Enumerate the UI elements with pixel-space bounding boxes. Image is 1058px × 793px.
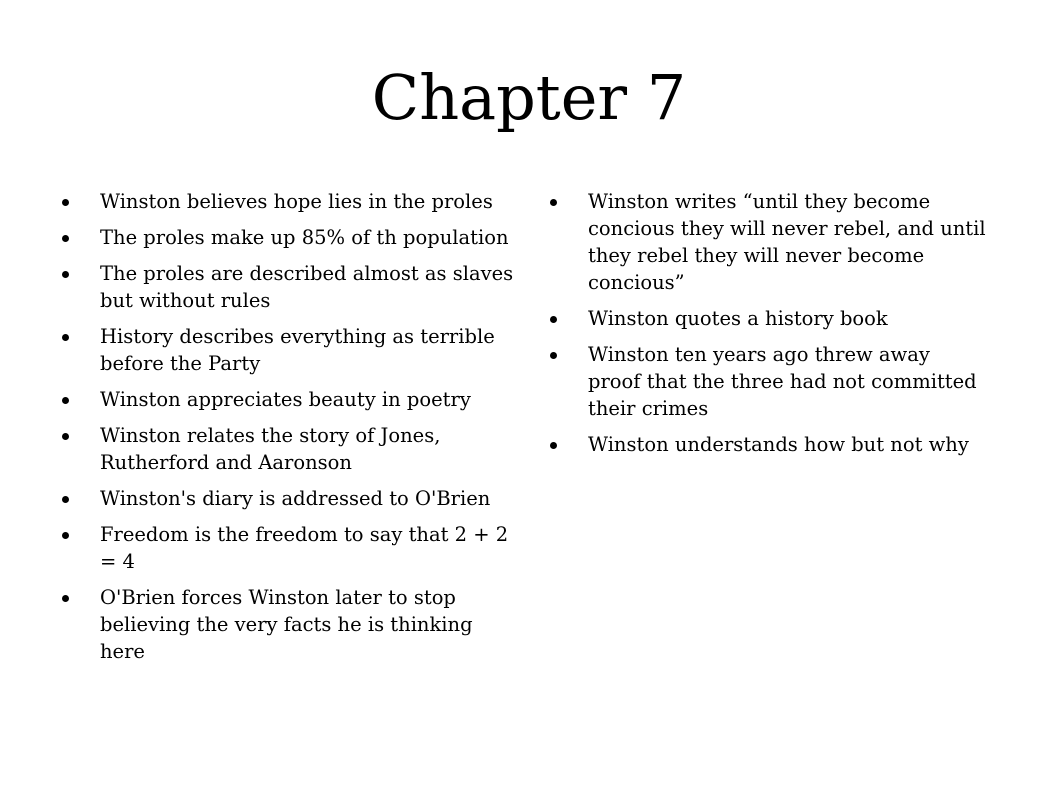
bullet-dot-icon xyxy=(62,433,69,440)
bullet-text: The proles are described almost as slaves but without rules xyxy=(100,262,514,312)
bullet-dot-icon xyxy=(62,397,69,404)
list-item xyxy=(548,341,988,422)
bullet-dot-icon xyxy=(550,316,557,323)
bullet-text: Winston's diary is addressed to O'Brien xyxy=(100,487,491,510)
bullet-dot-icon xyxy=(62,271,69,278)
bullet-dot-icon xyxy=(550,199,557,206)
list-item xyxy=(60,188,520,215)
bullet-text: History describes everything as terrible before the Party xyxy=(100,325,495,375)
bullet-text: Winston appreciates beauty in poetry xyxy=(100,388,471,411)
bullet-dot-icon xyxy=(62,199,69,206)
list-item xyxy=(548,305,988,332)
list-item xyxy=(60,521,520,575)
bullet-dot-icon xyxy=(550,352,557,359)
bullet-text: Winston believes hope lies in the proles xyxy=(100,190,493,213)
bullet-text: Winston relates the story of Jones, Rutherford and Aaronson xyxy=(100,424,441,474)
list-item xyxy=(60,386,520,413)
bullet-text: O'Brien forces Winston later to stop believing the very facts he is thinking here xyxy=(100,586,473,663)
list-item xyxy=(60,584,520,665)
bullet-text: Winston ten years ago threw away proof that the three had not committed their crimes xyxy=(588,343,977,420)
slide-title: Chapter 7 xyxy=(371,61,687,134)
bullet-text: Winston writes “until they become concious they will never rebel, and until they rebel they will never become concious” xyxy=(588,190,986,294)
bullet-dot-icon xyxy=(62,235,69,242)
left-bullet-list xyxy=(60,188,520,674)
bullet-dot-icon xyxy=(62,532,69,539)
list-item xyxy=(60,323,520,377)
bullet-text: Freedom is the freedom to say that 2 + 2 = 4 xyxy=(100,523,509,573)
bullet-text: The proles make up 85% of th population xyxy=(100,226,509,249)
bullet-text: Winston understands how but not why xyxy=(588,433,969,456)
list-item xyxy=(60,260,520,314)
right-bullet-list xyxy=(548,188,988,467)
list-item xyxy=(60,485,520,512)
bullet-dot-icon xyxy=(62,496,69,503)
bullet-dot-icon xyxy=(62,334,69,341)
bullet-dot-icon xyxy=(550,442,557,449)
list-item xyxy=(548,431,988,458)
list-item xyxy=(60,422,520,476)
bullet-text: Winston quotes a history book xyxy=(588,307,888,330)
list-item xyxy=(548,188,988,296)
list-item xyxy=(60,224,520,251)
bullet-dot-icon xyxy=(62,595,69,602)
